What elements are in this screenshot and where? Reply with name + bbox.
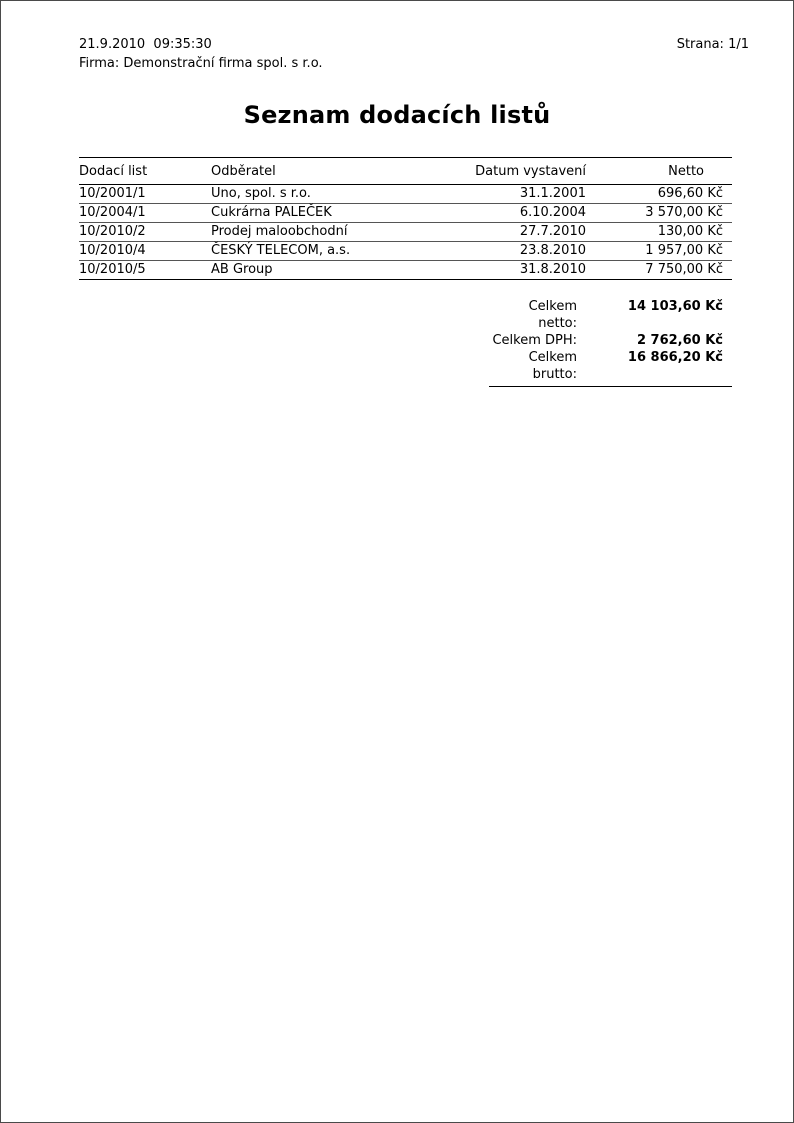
print-datetime: 21.9.2010 09:35:30 <box>79 37 212 52</box>
table-header-row <box>79 157 732 185</box>
total-dph-row <box>489 332 732 349</box>
page-number: Strana: 1/1 <box>676 37 749 52</box>
doc-number-cell: 10/2004/1 <box>79 205 146 220</box>
netto-cell: 7 750,00 Kč <box>645 262 723 277</box>
total-brutto-label: Celkem brutto: <box>528 350 577 382</box>
issue-date-cell: 31.1.2001 <box>519 186 586 201</box>
table-row <box>79 242 732 261</box>
table-row <box>79 204 732 223</box>
issue-date-cell: 31.8.2010 <box>519 262 586 277</box>
netto-cell: 1 957,00 Kč <box>645 243 723 258</box>
netto-cell: 3 570,00 Kč <box>645 205 723 220</box>
issue-date-cell: 27.7.2010 <box>519 224 586 239</box>
customer-cell: Prodej maloobchodní <box>211 224 348 239</box>
total-brutto-row <box>489 349 732 383</box>
table-row <box>79 185 732 204</box>
issue-date-cell: 6.10.2004 <box>519 205 586 220</box>
doc-number-cell: 10/2001/1 <box>79 186 146 201</box>
total-brutto-value: 16 866,20 Kč <box>627 350 723 365</box>
customer-cell: Uno, spol. s r.o. <box>211 186 311 201</box>
doc-number-cell: 10/2010/2 <box>79 224 146 239</box>
doc-number-cell: 10/2010/5 <box>79 262 146 277</box>
report-header <box>79 37 749 71</box>
total-netto-value: 14 103,60 Kč <box>627 299 723 314</box>
total-netto-row <box>489 298 732 332</box>
issue-date-cell: 23.8.2010 <box>519 243 586 258</box>
total-dph-label: Celkem DPH: <box>492 333 577 348</box>
table-row <box>79 261 732 280</box>
totals-block <box>489 298 732 387</box>
header-datum-vystaveni: Datum vystavení <box>475 164 586 179</box>
report-title: Seznam dodacích listů <box>243 101 551 129</box>
total-dph-value: 2 762,60 Kč <box>636 333 723 348</box>
doc-number-cell: 10/2010/4 <box>79 243 146 258</box>
header-dodaci-list: Dodací list <box>79 164 148 179</box>
netto-cell: 130,00 Kč <box>657 224 723 239</box>
total-netto-label: Celkem netto: <box>528 299 577 331</box>
customer-cell: Cukrárna PALEČEK <box>211 205 332 220</box>
netto-cell: 696,60 Kč <box>657 186 723 201</box>
customer-cell: ČESKÝ TELECOM, a.s. <box>211 243 351 258</box>
header-netto: Netto <box>668 164 704 179</box>
customer-cell: AB Group <box>211 262 273 277</box>
header-odberatel: Odběratel <box>211 164 276 179</box>
table-row <box>79 223 732 242</box>
company-line: Firma: Demonstrační firma spol. s r.o. <box>79 56 323 71</box>
delivery-notes-table <box>79 157 732 280</box>
